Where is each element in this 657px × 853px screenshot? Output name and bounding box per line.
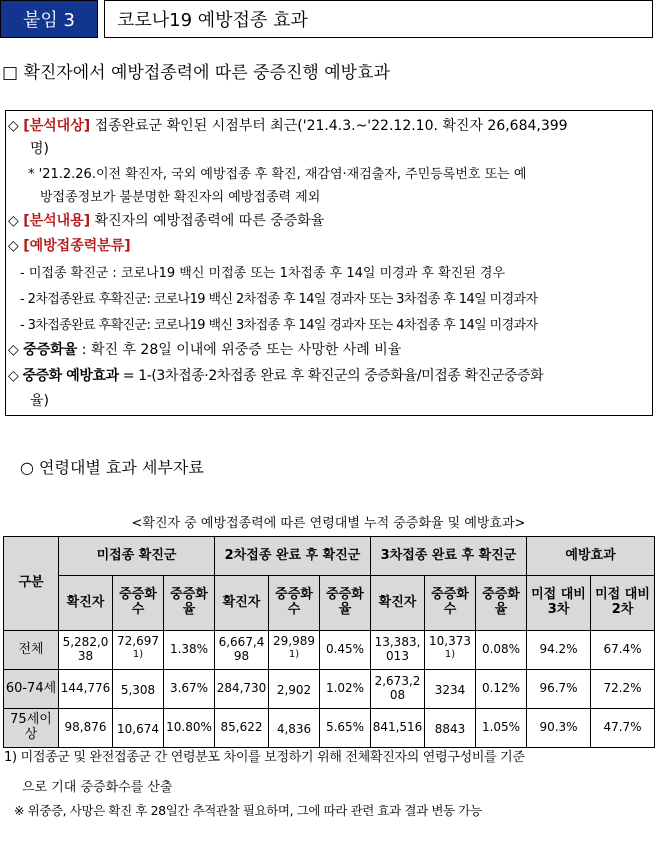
footnote-1-cont: 으로 기대 중증화수를 산출 bbox=[22, 780, 173, 795]
section-title: □ 확진자에서 예방접종력에 따른 중증진행 예방효과 bbox=[2, 63, 390, 83]
cell: 2,902 bbox=[269, 670, 320, 709]
cell: 144,776 bbox=[59, 670, 113, 709]
info-line-unvaccinated: - 미접종 확진군 : 코로나19 백신 미접종 또는 1차접종 후 14일 미경과 후 확진된 경우 bbox=[20, 266, 506, 281]
text-target: 접종완료군 확인된 시점부터 최근('21.4.3.~'22.12.10. 확진자 26,684,399 bbox=[90, 118, 568, 134]
cell: 841,516 bbox=[371, 709, 425, 748]
table-row bbox=[4, 709, 655, 748]
cell: 96.7% bbox=[527, 670, 591, 709]
row-group: 전체 bbox=[4, 631, 59, 670]
cell: 5.65% bbox=[320, 709, 371, 748]
cell: 10,674 bbox=[113, 709, 164, 748]
table-row bbox=[4, 670, 655, 709]
footnote-2: ※ 위중증, 사망은 확진 후 28일간 추적관찰 필요하며, 그에 따라 관련 효과 결과 변동 가능 bbox=[14, 803, 482, 818]
header-dose2: 2차접종 완료 후 확진군 bbox=[215, 537, 371, 576]
table-row bbox=[4, 631, 655, 670]
diamond-icon: ◇ bbox=[8, 213, 19, 229]
header-severe-count: 중증화수 bbox=[113, 576, 164, 631]
cell: 3234 bbox=[425, 670, 476, 709]
cell: 5,308 bbox=[113, 670, 164, 709]
cell: 10,373$^{1)}$ bbox=[425, 631, 476, 670]
row-group: 75세이상 bbox=[4, 709, 59, 748]
cell: 1.38% bbox=[164, 631, 215, 670]
info-line-exclusion-cont: 방접종정보가 불분명한 확진자의 예방접종력 제외 bbox=[40, 190, 321, 205]
cell: 10.80% bbox=[164, 709, 215, 748]
label-target: [분석대상] bbox=[23, 118, 91, 134]
cell: 0.45% bbox=[320, 631, 371, 670]
header-confirmed: 확진자 bbox=[59, 576, 113, 631]
info-line-target bbox=[8, 115, 568, 135]
header-unvaccinated: 미접종 확진군 bbox=[59, 537, 215, 576]
label-prevention-effect: 중증화 예방효과 bbox=[22, 368, 119, 384]
cell: 94.2% bbox=[527, 631, 591, 670]
cell: 1.02% bbox=[320, 670, 371, 709]
header-effect: 예방효과 bbox=[527, 537, 655, 576]
cell: 72.2% bbox=[591, 670, 655, 709]
header-severe-rate: 중증화율 bbox=[320, 576, 371, 631]
header-group: 구분 bbox=[4, 537, 59, 631]
label-content: [분석내용] bbox=[23, 213, 91, 229]
cell: 0.12% bbox=[476, 670, 527, 709]
header-severe-count: 중증화수 bbox=[269, 576, 320, 631]
table-caption: <확진자 중 예방접종력에 따른 연령대별 누적 중증화율 및 예방효과> bbox=[131, 516, 526, 531]
label-classification: [예방접종력분류] bbox=[23, 238, 131, 254]
info-line-content bbox=[8, 210, 324, 230]
header-severe-count: 중증화수 bbox=[425, 576, 476, 631]
age-group-subtitle: ○ 연령대별 효과 세부자료 bbox=[20, 458, 204, 477]
info-line-dose2: - 2차접종완료 후확진군: 코로나19 백신 2차접종 후 14일 경과자 또는 3차접종 후 14일 미경과자 bbox=[20, 292, 538, 307]
cell: 3.67% bbox=[164, 670, 215, 709]
header-severe-rate: 중증화율 bbox=[476, 576, 527, 631]
info-line-dose3: - 3차접종완료 후확진군: 코로나19 백신 3차접종 후 14일 경과자 또는 4차접종 후 14일 미경과자 bbox=[20, 318, 538, 333]
cell: 90.3% bbox=[527, 709, 591, 748]
header-confirmed: 확진자 bbox=[371, 576, 425, 631]
diamond-icon: ◇ bbox=[8, 118, 19, 134]
document-title: 코로나19 예방접종 효과 bbox=[104, 0, 653, 38]
age-group-effect-table bbox=[3, 536, 655, 748]
info-line-target-cont: 명) bbox=[30, 141, 49, 157]
cell: 8843 bbox=[425, 709, 476, 748]
info-line-classification bbox=[8, 235, 131, 255]
cell: 1.05% bbox=[476, 709, 527, 748]
text-content: 확진자의 예방접종력에 따른 중증화율 bbox=[90, 213, 325, 229]
header-dose3: 3차접종 완료 후 확진군 bbox=[371, 537, 527, 576]
cell: 6,667,498 bbox=[215, 631, 269, 670]
cell: 2,673,208 bbox=[371, 670, 425, 709]
cell: 29,989$^{1)}$ bbox=[269, 631, 320, 670]
cell: 72,697$^{1)}$ bbox=[113, 631, 164, 670]
header-vs-dose2: 미접 대비 2차 bbox=[591, 576, 655, 631]
info-line-prevention-effect bbox=[8, 365, 543, 385]
cell: 67.4% bbox=[591, 631, 655, 670]
footnote-1: 1) 미접종군 및 완전접종군 간 연령분포 차이를 보정하기 위해 전체확진자의 연령구성비를 기준 bbox=[4, 750, 525, 765]
diamond-icon: ◇ bbox=[8, 368, 19, 384]
header-confirmed: 확진자 bbox=[215, 576, 269, 631]
cell: 13,383,013 bbox=[371, 631, 425, 670]
cell: 98,876 bbox=[59, 709, 113, 748]
header-severe-rate: 중증화율 bbox=[164, 576, 215, 631]
diamond-icon: ◇ bbox=[8, 342, 19, 358]
text-prevention-effect: = 1-(3차접종·2차접종 완료 후 확진군의 중증화율/미접종 확진군중증화 bbox=[118, 368, 544, 384]
cell: 5,282,038 bbox=[59, 631, 113, 670]
info-line-prevention-effect-cont: 율) bbox=[30, 393, 49, 409]
cell: 284,730 bbox=[215, 670, 269, 709]
appendix-badge: 붙임 3 bbox=[0, 0, 98, 38]
text-severity-rate: : 확진 후 28일 이내에 위중증 또는 사망한 사례 비율 bbox=[77, 342, 402, 358]
info-line-exclusion: * '21.2.26.이전 확진자, 국외 예방접종 후 확진, 재감염·재검출자, 주민등록번호 또는 예 bbox=[28, 167, 527, 182]
analysis-info-box bbox=[5, 110, 653, 416]
row-group: 60-74세 bbox=[4, 670, 59, 709]
diamond-icon: ◇ bbox=[8, 238, 19, 254]
label-severity-rate: 중증화율 bbox=[23, 342, 78, 358]
cell: 4,836 bbox=[269, 709, 320, 748]
cell: 47.7% bbox=[591, 709, 655, 748]
cell: 85,622 bbox=[215, 709, 269, 748]
header-vs-dose3: 미접 대비 3차 bbox=[527, 576, 591, 631]
cell: 0.08% bbox=[476, 631, 527, 670]
info-line-severity-rate bbox=[8, 339, 401, 359]
